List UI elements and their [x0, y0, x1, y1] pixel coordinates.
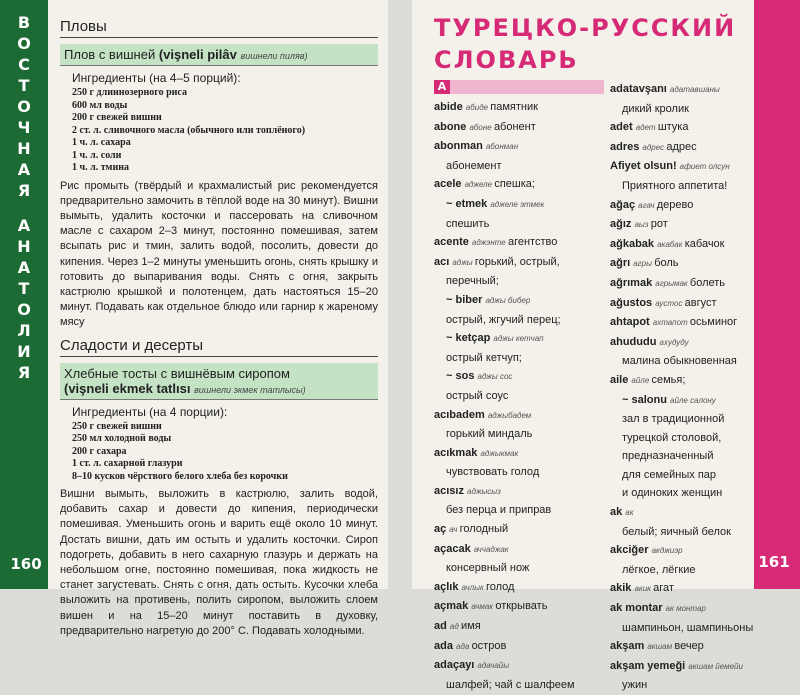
entry-translation: голодный	[459, 523, 509, 536]
recipe-name-phonetic: вишнели экмек татлысы)	[194, 384, 306, 395]
dictionary-entry	[610, 157, 752, 177]
ingredients-list	[72, 421, 378, 484]
dictionary-entry	[434, 175, 606, 195]
entry-translation: семья;	[651, 373, 686, 386]
entry-word: abonman	[434, 140, 486, 153]
entry-word: acısız	[434, 484, 468, 497]
dictionary-entry	[610, 274, 752, 294]
side-letter: Я	[17, 363, 31, 382]
dictionary-entry	[434, 349, 606, 368]
entry-translation: и одиноких женщин	[622, 487, 723, 500]
side-letter: О	[17, 300, 31, 319]
ingredient-item: 200 г свежей вишни	[72, 112, 162, 123]
entry-translation: горький миндаль	[446, 428, 533, 441]
ingredients-list	[72, 87, 378, 175]
entry-word: acele	[434, 178, 465, 191]
dictionary-entry	[434, 578, 606, 598]
entry-translation: шампиньон, шампиньоны	[622, 621, 754, 634]
entry-word: ad	[434, 620, 450, 633]
entry-word: ağaç	[610, 198, 639, 211]
entry-word: açmak	[434, 600, 472, 613]
entry-translation: рот	[650, 218, 668, 231]
dictionary-entry	[610, 391, 752, 411]
entry-translation: предназначенный	[622, 450, 714, 463]
recipe-name-ru: Хлебные тосты с вишнёвым сиропом	[64, 365, 290, 381]
dictionary-column-2	[610, 80, 752, 695]
dictionary-entry	[610, 429, 752, 448]
dictionary-entry	[434, 157, 606, 176]
entry-phonetic: аджы	[452, 257, 475, 267]
entry-translation: для семейных пар	[622, 468, 717, 481]
dictionary-entry	[434, 118, 606, 138]
side-letter: А	[17, 160, 31, 179]
dictionary-entry	[434, 195, 606, 215]
entry-word: aile	[610, 373, 632, 386]
entry-phonetic: ада	[456, 641, 472, 651]
entry-translation: штука	[657, 121, 689, 134]
entry-translation: голод	[485, 580, 515, 593]
ingredient-item: 250 мл холодной воды	[72, 433, 172, 445]
side-letter: А	[17, 216, 31, 235]
dictionary-entry	[610, 541, 752, 561]
entry-phonetic: аджеле	[464, 180, 495, 190]
dictionary-entry	[434, 540, 606, 560]
entry-word: akşam yemeği	[610, 659, 689, 672]
dictionary-entry	[610, 523, 752, 542]
dictionary-entry	[610, 466, 752, 485]
dictionary-entry	[610, 503, 752, 523]
recipe-name-phonetic: вишнели пиляв)	[240, 51, 308, 61]
entry-phonetic: ачлык	[461, 582, 486, 592]
dictionary-entry	[610, 118, 752, 138]
entry-phonetic: аджэнте	[471, 238, 508, 248]
entry-translation: дерево	[656, 198, 694, 211]
entry-phonetic: адрес	[642, 142, 667, 152]
page-number: 161	[758, 553, 790, 571]
dictionary-entry	[434, 137, 606, 157]
page-number: 160	[10, 555, 42, 573]
entry-phonetic: аджыкмак	[480, 448, 519, 458]
right-page	[412, 0, 800, 692]
entry-word: aç	[434, 523, 450, 536]
entry-phonetic: аустос	[655, 298, 685, 308]
entry-translation: чувствовать голод	[446, 466, 540, 479]
entry-word: adatavşanı	[610, 83, 670, 95]
side-letter: О	[17, 34, 31, 53]
entry-phonetic: агрымак	[655, 278, 690, 288]
dictionary-entry	[434, 559, 606, 578]
dictionary-entry	[610, 177, 752, 196]
dictionary-entry	[610, 294, 752, 314]
entry-phonetic: айле	[631, 375, 652, 385]
entry-phonetic: агры	[633, 259, 655, 269]
entry-phonetic: агач	[638, 200, 657, 210]
entry-phonetic: аджы сос	[477, 372, 513, 382]
dictionary-column-1	[434, 98, 606, 694]
dictionary-entry	[610, 657, 752, 677]
entry-translation: острый, жгучий перец;	[446, 313, 561, 326]
dictionary-entry	[610, 676, 752, 695]
dictionary-entry	[610, 352, 752, 371]
entry-word: Afiyet olsun!	[610, 160, 680, 173]
ingredient-item: 250 г свежей вишни	[72, 420, 162, 432]
section-title: Сладости и десерты	[60, 337, 378, 357]
entry-translation: Приятного аппетита!	[622, 179, 728, 192]
entry-phonetic: афиет олсун	[679, 162, 730, 172]
entry-translation: без перца и приправ	[446, 504, 552, 517]
entry-word: ~ etmek	[446, 197, 491, 210]
side-letter: Н	[17, 139, 31, 158]
ingredients-heading: Ингредиенты (на 4–5 порций):	[72, 71, 241, 85]
entry-word: ağız	[610, 218, 635, 231]
recipe-text: Вишни вымыть, выложить в кастрюлю, залить водой, добавить сахар и довести до кипения, периодически помешивая. Уменьшить огонь и варить ещё около 10 минут. Достать вишни, дать им остыть и удалить косточки. Сироп подогреть, добавить в него сахарную глазурь и держать на небольшом огне, постоянно помешивая, пока жидкость не станет загустевать. Снять с огня, дать остыть. Кусочки хлеба выложить на противень, полить сиропом, выложить слоем вишен и на 15–20 минут поставить в духовку, предварительно нагретую до 200° С. Подавать холодными.	[60, 488, 378, 637]
entry-phonetic: ач	[449, 525, 460, 535]
dictionary-entry	[434, 676, 606, 695]
entry-word: ak montar	[610, 602, 666, 615]
ingredient-item: 600 мл воды	[72, 99, 128, 111]
entry-translation: ужин	[622, 679, 648, 692]
entry-phonetic: ак	[625, 508, 634, 518]
ingredient-item: 1 ст. л. сахарной глазури	[72, 458, 183, 470]
entry-word: akciğer	[610, 544, 652, 557]
entry-word: ak	[610, 506, 626, 519]
entry-translation: турецкой столовой,	[622, 431, 722, 444]
side-letter: Т	[18, 279, 30, 298]
entry-translation: абонемент	[446, 159, 502, 172]
entry-translation: боль	[654, 257, 679, 270]
side-letter: Т	[18, 76, 30, 95]
dictionary-entry	[434, 233, 606, 253]
dictionary-entry	[610, 235, 752, 255]
entry-translation: перечный;	[446, 275, 499, 288]
entry-word: akşam	[610, 640, 648, 653]
entry-translation: острый кетчуп;	[446, 351, 522, 364]
recipe-name-tk: (vişneli ekmek tatlısı	[64, 380, 191, 396]
entry-translation: адрес	[666, 140, 697, 153]
side-letter: Л	[17, 321, 31, 340]
dictionary-entry	[610, 100, 752, 119]
entry-phonetic: айле салону	[670, 395, 716, 405]
dictionary-entry	[434, 637, 606, 657]
entry-phonetic: аджысыз	[467, 486, 501, 496]
entry-translation: агентство	[507, 236, 558, 249]
entry-phonetic: адатавшаны	[669, 85, 720, 94]
dictionary-entry	[610, 619, 752, 638]
dictionary-entry	[434, 482, 606, 502]
entry-translation: спешить	[446, 217, 490, 230]
ingredients-heading: Ингредиенты (на 4 порции):	[72, 404, 228, 419]
dictionary-entry	[434, 253, 606, 273]
entry-phonetic: ад	[449, 622, 461, 632]
dictionary-entry	[610, 254, 752, 274]
entry-translation: абонент	[493, 120, 536, 133]
entry-word: acente	[434, 236, 472, 249]
entry-translation: шалфей; чай с шалфеем	[446, 678, 575, 691]
entry-phonetic: ачмак	[471, 602, 496, 612]
entry-translation: малина обыкновенная	[622, 355, 737, 368]
entry-phonetic: абонман	[485, 142, 519, 152]
letter-bar	[434, 80, 604, 94]
dictionary-entry	[434, 425, 606, 444]
entry-translation: зал в традиционной	[622, 413, 725, 426]
entry-phonetic: абиде	[465, 103, 491, 112]
entry-translation: осьминог	[689, 316, 738, 329]
entry-translation: дикий кролик	[622, 102, 689, 115]
side-letter: Я	[17, 181, 31, 200]
dictionary-entry	[610, 447, 752, 466]
entry-word: ağustos	[610, 296, 656, 309]
entry-translation: памятник	[490, 101, 538, 113]
entry-phonetic: аджы бибер	[485, 295, 531, 305]
side-letter: В	[17, 13, 31, 32]
entry-translation: острый соус	[446, 389, 509, 402]
entry-phonetic: акшам йемейи	[688, 661, 743, 671]
entry-word: ağkabak	[610, 237, 658, 250]
entry-translation: вечер	[674, 640, 704, 653]
dictionary-entry	[610, 579, 752, 599]
entry-word: adaçayı	[434, 659, 478, 672]
dictionary-entry	[610, 313, 752, 333]
entry-translation: белый; яичный белок	[622, 525, 731, 538]
region-title-vertical	[0, 12, 48, 383]
dictionary-title	[434, 12, 736, 76]
ingredient-item: 1 ч. л. сахара	[72, 137, 131, 148]
ingredient-item: 1 ч. л. тмина	[72, 162, 129, 173]
ingredient-item: 1 ч. л. соли	[72, 149, 122, 161]
section-title: Пловы	[60, 18, 378, 38]
dictionary-title-line2: СЛОВАРЬ	[434, 46, 579, 74]
entry-phonetic: ак монтар	[665, 604, 706, 614]
ingredient-item: 200 г сахара	[72, 445, 127, 457]
entry-translation: болеть	[689, 276, 726, 289]
entry-translation: спешка;	[494, 178, 535, 191]
dictionary-entry	[610, 484, 752, 503]
dictionary-entry	[610, 599, 752, 619]
entry-phonetic: акабак	[657, 239, 685, 249]
entry-phonetic: ахудуду	[659, 337, 689, 347]
left-page	[0, 0, 388, 637]
entry-translation: лёгкое, лёгкие	[622, 563, 696, 576]
entry-word: açacak	[434, 542, 474, 555]
entry-phonetic: ахтапот	[652, 318, 690, 328]
entry-word: ağrımak	[610, 276, 656, 289]
entry-word: ahtapot	[610, 316, 653, 329]
dictionary-entry	[434, 406, 606, 426]
entry-translation: остров	[471, 639, 507, 652]
entry-translation: имя	[461, 620, 481, 633]
entry-word: ~ sos	[446, 370, 478, 383]
dictionary-entry	[434, 444, 606, 464]
dictionary-entry	[434, 215, 606, 234]
entry-phonetic: аджеле этмек	[490, 199, 545, 209]
entry-word: ada	[434, 639, 457, 652]
side-letter: А	[17, 258, 31, 277]
dictionary-entry	[434, 387, 606, 406]
dictionary-entry	[434, 272, 606, 291]
dictionary-entry	[610, 561, 752, 580]
ingredient-item: 250 г длиннозерного риса	[72, 87, 187, 98]
entry-phonetic: адачайы	[477, 661, 510, 671]
entry-phonetic: аччаджак	[473, 544, 509, 554]
pink-sidebar	[754, 0, 800, 589]
entry-phonetic: аджы кетчап	[493, 334, 544, 344]
entry-word: adet	[610, 121, 636, 134]
dictionary-entry	[610, 371, 752, 391]
dictionary-entry	[434, 98, 606, 118]
entry-translation: консервный нож	[446, 562, 530, 575]
entry-translation: открывать	[495, 600, 548, 613]
entry-phonetic: аыз	[634, 220, 651, 230]
dictionary-entry	[610, 196, 752, 216]
entry-word: abone	[434, 120, 470, 133]
dictionary-entry	[610, 215, 752, 235]
entry-word: ahududu	[610, 335, 660, 348]
recipe-title	[60, 363, 378, 400]
entry-word: acı	[434, 255, 453, 268]
letter-marker: A	[434, 80, 450, 94]
entry-translation: кабачок	[684, 237, 725, 250]
entry-phonetic: аджыбадем	[487, 410, 532, 420]
side-letter: Н	[17, 237, 31, 256]
side-letter: С	[18, 55, 30, 74]
region-sidebar	[0, 0, 48, 589]
recipe-name-ru: Плов с вишней	[64, 47, 156, 62]
entry-word: akik	[610, 582, 635, 595]
entry-phonetic: акджиэр	[651, 546, 683, 556]
dictionary-entry	[434, 597, 606, 617]
entry-word: adres	[610, 140, 643, 153]
dictionary-entry	[434, 617, 606, 637]
entry-phonetic: акик	[634, 584, 654, 594]
ingredient-item: 2 ст. л. сливочного масла (обычного или топлёного)	[72, 124, 306, 136]
dictionary-entry	[434, 329, 606, 349]
dictionary-entry	[434, 311, 606, 330]
dictionary-entry	[434, 291, 606, 311]
entry-word: abide	[434, 101, 466, 113]
dictionary-entry	[434, 463, 606, 482]
dictionary-entry	[434, 520, 606, 540]
side-letter: И	[17, 342, 31, 361]
left-content	[60, 18, 378, 639]
entry-word: ~ biber	[446, 293, 486, 306]
entry-phonetic: абоне	[469, 122, 494, 132]
entry-word: ~ ketçap	[446, 332, 494, 345]
recipe-name-tk: (vişneli pilâv	[158, 47, 237, 62]
entry-translation: агат	[653, 582, 674, 595]
dictionary-entry	[610, 637, 752, 657]
dictionary-entry	[610, 410, 752, 429]
entry-word: acıkmak	[434, 446, 481, 459]
recipe-title	[60, 44, 378, 66]
dictionary-entry	[610, 333, 752, 353]
entry-translation: август	[684, 296, 717, 309]
side-letter: Ч	[17, 118, 31, 137]
dictionary-entry	[434, 367, 606, 387]
entry-word: açlık	[434, 580, 462, 593]
entry-phonetic: акшам	[647, 642, 675, 652]
dictionary-entry	[610, 80, 752, 100]
dictionary-title-line1: ТУРЕЦКО-РУССКИЙ	[434, 14, 737, 42]
entry-word: acıbadem	[434, 408, 488, 421]
entry-word: ~ salonu	[622, 393, 670, 406]
ingredient-item: 8–10 кусков чёрствого белого хлеба без корочки	[72, 470, 288, 482]
recipe-text: Рис промыть (твёрдый и крахмалистый рис рекомендуется предварительно замочить в тёплой воде на 30 минут). Вишни вымыть, удалить косточки и пассеровать на сливочном масле с сахаром 2–3 минут, постоянно помешивая, затем всыпать рис и тмин, залить водой, посолить, довести до кипения. Через 1–2 минуты уменьшить огонь, снять крышку и готовить до выпаривания воды. Снять с огня, закрыть кастрюлю крышкой и полотенцем, дать настояться 15–20 минут. Подавать как отдельное блюдо или гарнир к жареному мясу	[60, 179, 378, 329]
dictionary-entry	[434, 656, 606, 676]
side-letter: О	[17, 97, 31, 116]
dictionary-entry	[610, 138, 752, 158]
entry-translation: горький, острый,	[474, 255, 560, 268]
entry-word: ağrı	[610, 257, 634, 270]
entry-phonetic: адет	[635, 123, 658, 133]
dictionary-entry	[434, 501, 606, 520]
